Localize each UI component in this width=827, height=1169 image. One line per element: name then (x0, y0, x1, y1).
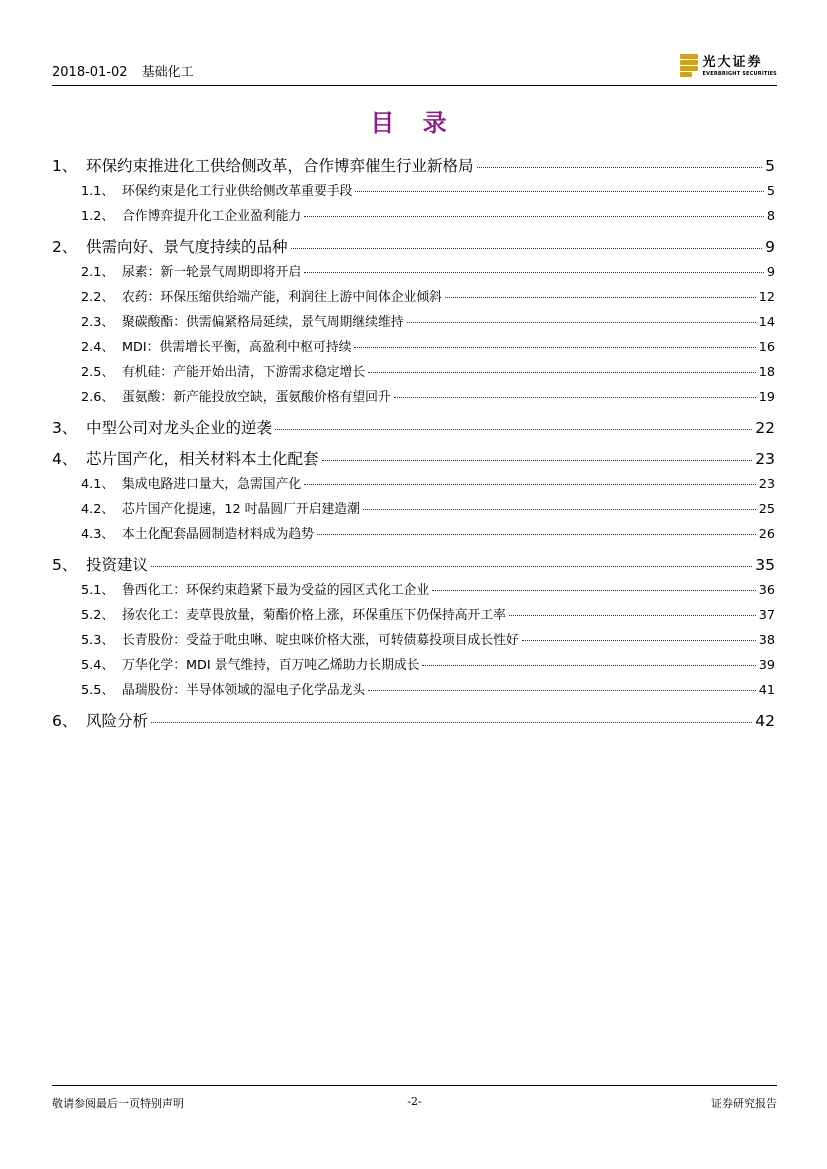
toc-section-entry[interactable] (52, 709, 775, 734)
toc-entry-number: 2.4、 (81, 340, 115, 355)
logo-english-name: EVERBRIGHT SECURITIES (702, 70, 777, 77)
toc-section-entry[interactable] (52, 447, 775, 472)
toc-entry-page: 8 (766, 209, 775, 224)
page-number: -2- (407, 1095, 422, 1108)
toc-entry-number: 4.2、 (81, 502, 115, 517)
toc-entry-page: 23 (755, 450, 775, 468)
toc-entry-title: 芯片国产化提速，12 吋晶圆厂开启建造潮 (122, 502, 360, 517)
toc-entry-number: 4.1、 (81, 477, 115, 492)
toc-dot-leader (304, 272, 764, 273)
toc-entry-page: 9 (766, 265, 775, 280)
toc-entry-page: 5 (765, 157, 775, 175)
toc-entry-page: 26 (758, 527, 775, 542)
toc-dot-leader (304, 484, 756, 485)
toc-entry-page: 12 (758, 290, 775, 305)
toc-subsection-entry[interactable] (52, 385, 775, 410)
toc-entry-page: 23 (758, 477, 775, 492)
toc-entry-title: 聚碳酸酯：供需偏紧格局延续，景气周期继续维持 (122, 315, 404, 330)
toc-dot-leader (407, 322, 756, 323)
toc-dot-leader (422, 665, 755, 666)
toc-dot-leader (354, 347, 755, 348)
toc-entry-title: 农药：环保压缩供给端产能，利润往上游中间体企业倾斜 (122, 290, 442, 305)
toc-dot-leader (363, 509, 756, 510)
toc-entry-title: 本土化配套晶圆制造材料成为趋势 (122, 527, 314, 542)
toc-entry-number: 5.2、 (81, 608, 115, 623)
toc-entry-number: 1.1、 (81, 184, 115, 199)
toc-entry-title: 合作博弈提升化工企业盈利能力 (122, 209, 302, 224)
toc-subsection-entry[interactable] (52, 603, 775, 628)
toc-dot-leader (522, 640, 756, 641)
logo-chinese-name: 光大证券 (702, 54, 763, 70)
toc-subsection-entry[interactable] (52, 653, 775, 678)
toc-entry-number: 2.1、 (81, 265, 115, 280)
toc-entry-page: 5 (766, 184, 775, 199)
toc-section-entry[interactable] (52, 154, 775, 179)
toc-entry-page: 35 (755, 556, 775, 574)
toc-entry-title: 中型公司对龙头企业的逆袭 (86, 419, 273, 437)
toc-entry-number: 4.3、 (81, 527, 115, 542)
toc-entry-page: 42 (755, 712, 775, 730)
toc-entry-number: 5、 (52, 556, 78, 574)
toc-entry-number: 1、 (52, 157, 78, 175)
toc-entry-number: 5.4、 (81, 658, 115, 673)
toc-dot-leader (291, 248, 763, 249)
toc-subsection-entry[interactable] (52, 678, 775, 703)
toc-entry-title: 环保约束是化工行业供给侧改革重要手段 (122, 184, 353, 199)
toc-subsection-entry[interactable] (52, 472, 775, 497)
toc-subsection-entry[interactable] (52, 335, 775, 360)
toc-entry-number: 1.2、 (81, 209, 115, 224)
toc-entry-number: 4、 (52, 450, 78, 468)
logo-mark-icon (680, 54, 698, 78)
toc-entry-title: 投资建议 (86, 556, 149, 574)
toc-subsection-entry[interactable] (52, 360, 775, 385)
toc-title: 目 录 (370, 108, 457, 137)
toc-dot-leader (368, 690, 756, 691)
header-info (52, 61, 194, 80)
toc-entry-title: 集成电路进口量大，急需国产化 (122, 477, 302, 492)
toc-entry-number: 5.5、 (81, 683, 115, 698)
toc-entry-number: 2、 (52, 238, 78, 256)
toc-entry-page: 38 (758, 633, 775, 648)
toc-entry-number: 6、 (52, 712, 78, 730)
disclaimer-note: 敬请参阅最后一页特别声明 (52, 1097, 184, 1110)
toc-subsection-entry[interactable] (52, 522, 775, 547)
page-footer (52, 1085, 777, 1125)
toc-entry-title: 蛋氨酸：新产能投放空缺，蛋氨酸价格有望回升 (122, 390, 391, 405)
toc-entry-page: 39 (758, 658, 775, 673)
toc-entry-page: 18 (758, 365, 775, 380)
toc-dot-leader (509, 615, 756, 616)
toc-entry-title: 环保约束推进化工供给侧改革，合作博弈催生行业新格局 (86, 157, 474, 175)
toc-entry-title: 晶瑞股份：半导体领域的湿电子化学品龙头 (122, 683, 366, 698)
toc-entry-title: 长青股份：受益于吡虫啉、啶虫咪价格大涨，可转债募投项目成长性好 (122, 633, 519, 648)
toc-entry-title: 芯片国产化，相关材料本土化配套 (86, 450, 319, 468)
toc-dot-leader (322, 460, 753, 461)
toc-entry-title: MDI：供需增长平衡，高盈利中枢可持续 (122, 340, 352, 355)
toc-subsection-entry[interactable] (52, 578, 775, 603)
toc-dot-leader (477, 167, 763, 168)
toc-section-entry[interactable] (52, 553, 775, 578)
toc-entry-page: 41 (758, 683, 775, 698)
report-category: 基础化工 (141, 65, 194, 80)
toc-entry-page: 14 (758, 315, 775, 330)
toc-subsection-entry[interactable] (52, 179, 775, 204)
page-header (52, 52, 777, 86)
table-of-contents (52, 154, 775, 734)
toc-dot-leader (355, 191, 764, 192)
toc-subsection-entry[interactable] (52, 628, 775, 653)
toc-subsection-entry[interactable] (52, 497, 775, 522)
report-type: 证券研究报告 (711, 1097, 777, 1110)
toc-subsection-entry[interactable] (52, 285, 775, 310)
toc-entry-page: 36 (758, 583, 775, 598)
toc-subsection-entry[interactable] (52, 310, 775, 335)
toc-section-entry[interactable] (52, 416, 775, 441)
toc-dot-leader (304, 216, 764, 217)
toc-entry-title: 鲁西化工：环保约束趋紧下最为受益的园区式化工企业 (122, 583, 430, 598)
toc-dot-leader (445, 297, 756, 298)
toc-dot-leader (394, 397, 756, 398)
toc-entry-title: 风险分析 (86, 712, 149, 730)
toc-entry-title: 供需向好、景气度持续的品种 (86, 238, 288, 256)
toc-entry-number: 2.6、 (81, 390, 115, 405)
toc-entry-page: 9 (765, 238, 775, 256)
toc-entry-number: 2.5、 (81, 365, 115, 380)
header-divider (52, 85, 777, 86)
toc-dot-leader (368, 372, 756, 373)
toc-entry-page: 16 (758, 340, 775, 355)
everbright-logo (680, 52, 777, 80)
toc-entry-page: 25 (758, 502, 775, 517)
toc-subsection-entry[interactable] (52, 204, 775, 229)
toc-entry-number: 5.1、 (81, 583, 115, 598)
toc-entry-number: 2.3、 (81, 315, 115, 330)
toc-dot-leader (151, 722, 752, 723)
toc-entry-number: 2.2、 (81, 290, 115, 305)
toc-section-entry[interactable] (52, 235, 775, 260)
toc-entry-title: 尿素：新一轮景气周期即将开启 (122, 265, 302, 280)
toc-dot-leader (151, 566, 752, 567)
toc-dot-leader (317, 534, 756, 535)
toc-entry-page: 22 (755, 419, 775, 437)
toc-subsection-entry[interactable] (52, 260, 775, 285)
toc-entry-page: 19 (758, 390, 775, 405)
footer-divider (52, 1085, 777, 1086)
toc-entry-page: 37 (758, 608, 775, 623)
report-date: 2018-01-02 (52, 65, 128, 80)
toc-entry-title: 万华化学：MDI 景气维持，百万吨乙烯助力长期成长 (122, 658, 420, 673)
toc-dot-leader (432, 590, 756, 591)
toc-entry-title: 有机硅：产能开始出清，下游需求稳定增长 (122, 365, 366, 380)
toc-dot-leader (275, 429, 752, 430)
toc-entry-title: 扬农化工：麦草畏放量，菊酯价格上涨，环保重压下仍保持高开工率 (122, 608, 506, 623)
toc-entry-number: 3、 (52, 419, 78, 437)
toc-entry-number: 5.3、 (81, 633, 115, 648)
